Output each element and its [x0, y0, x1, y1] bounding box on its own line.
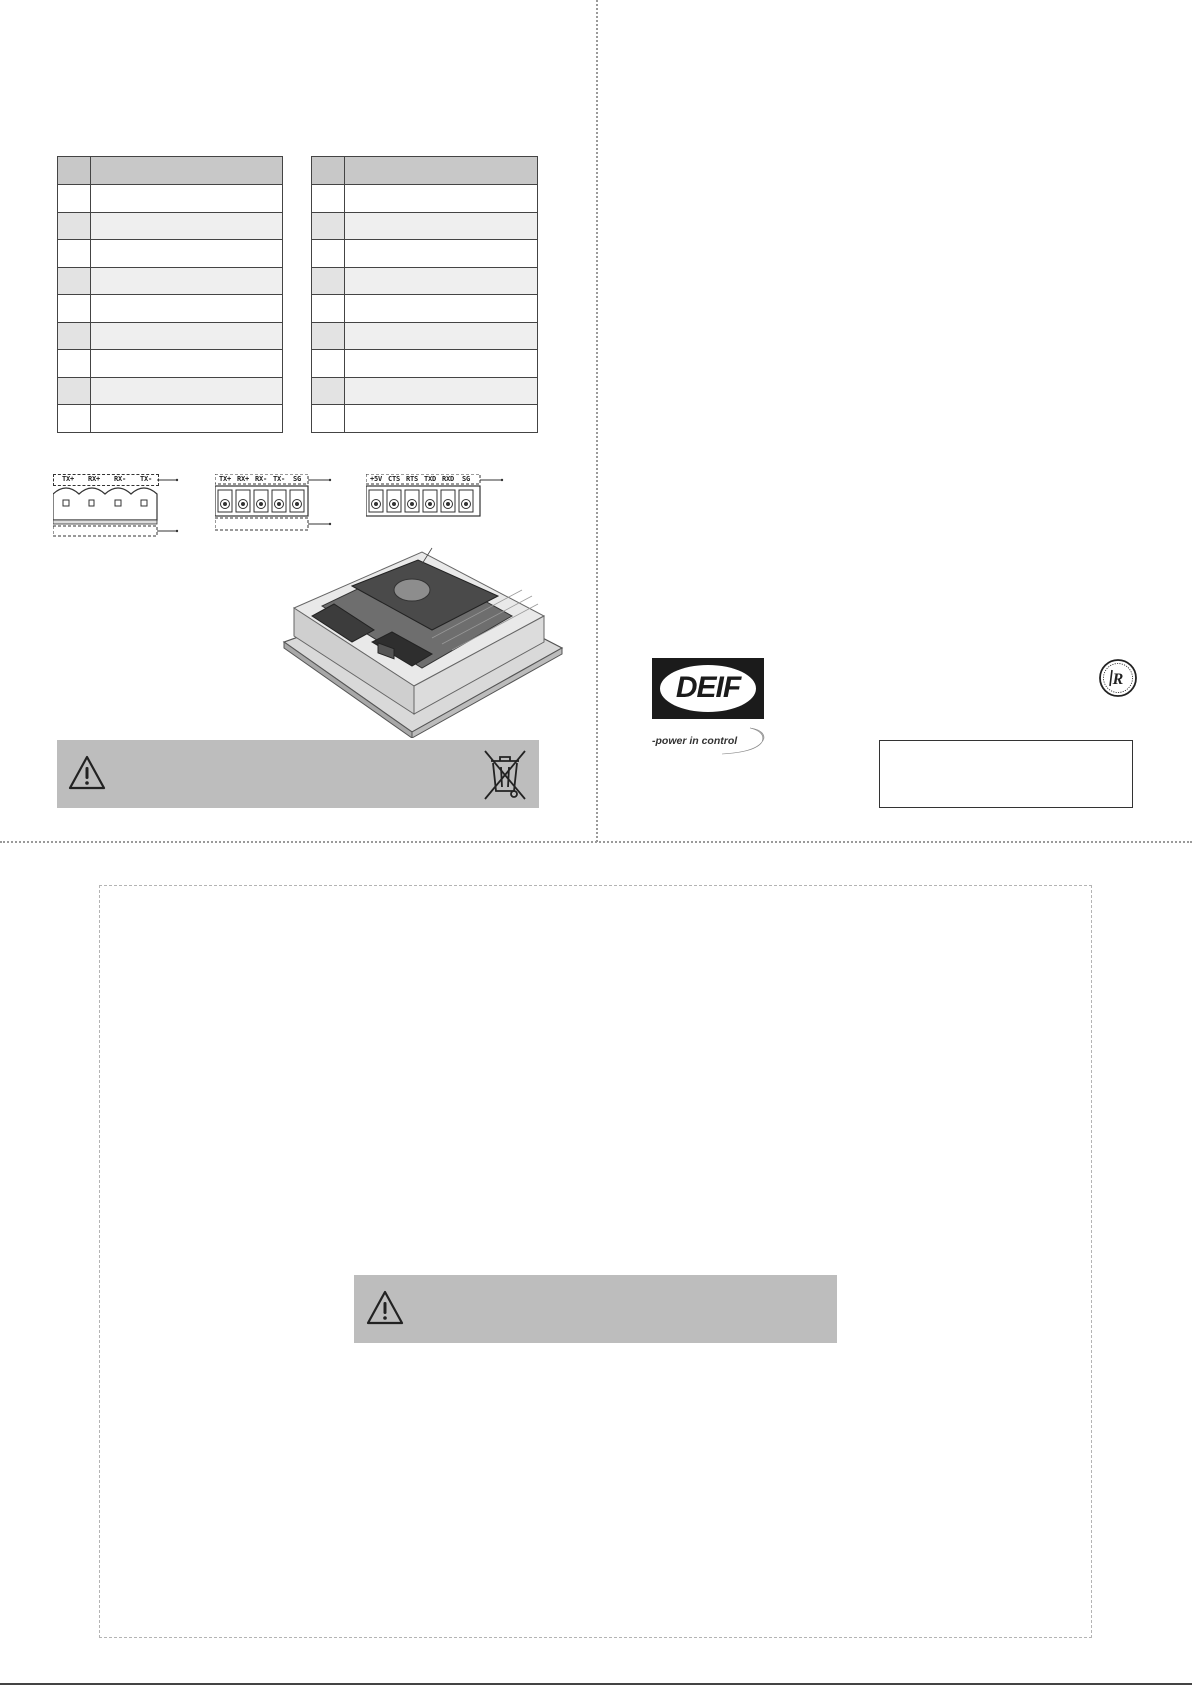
rs485-connector-body	[215, 474, 335, 534]
pin-table-right	[311, 156, 538, 433]
dashed-panel	[99, 885, 1092, 1638]
rs232-pin-label: RTS	[405, 475, 419, 483]
warning-banner-bottom	[354, 1275, 837, 1343]
rs232-connector-diagram	[366, 474, 506, 524]
rs485-connector-diagram	[215, 474, 335, 534]
rs422-pin-label: RX-	[113, 475, 127, 483]
deif-logo-text: DEIF	[675, 671, 741, 704]
rs232-pin-label: +5V	[369, 475, 383, 483]
ul-recognized-mark-icon	[1098, 658, 1138, 698]
warning-triangle-icon	[365, 1289, 405, 1327]
rs232-connector-body	[366, 474, 506, 524]
rs485-pin-label: RX+	[236, 475, 250, 483]
horizontal-fold-line	[0, 841, 1192, 843]
rs232-pin-label: SG	[461, 475, 471, 483]
rs232-pin-label: TXD	[423, 475, 437, 483]
logo-tagline: -power in control	[652, 735, 738, 747]
device-rear-illustration	[282, 546, 566, 738]
rs422-connector-body	[53, 474, 183, 538]
warning-triangle-icon	[67, 754, 107, 792]
info-box	[879, 740, 1133, 808]
rs422-connector-diagram	[53, 474, 183, 538]
rs232-pin-label: RXD	[441, 475, 455, 483]
pin-table-left	[57, 156, 283, 433]
rs485-pin-label: TX-	[272, 475, 286, 483]
tagline-swoosh-icon	[720, 726, 768, 756]
warning-banner-top	[57, 740, 539, 808]
rs422-pin-label: TX-	[139, 475, 153, 483]
vertical-fold-line	[596, 0, 598, 842]
svg-text:R: R	[1112, 671, 1124, 688]
rs422-pin-label: TX+	[61, 475, 75, 483]
rs485-pin-label: SG	[292, 475, 302, 483]
rs485-pin-label: TX+	[218, 475, 232, 483]
rs422-pin-label: RX+	[87, 475, 101, 483]
rs232-pin-label: CTS	[387, 475, 401, 483]
deif-logo	[652, 658, 764, 719]
rs485-pin-label: RX-	[254, 475, 268, 483]
deif-logo-oval	[660, 665, 756, 712]
crossed-out-bin-icon	[481, 747, 529, 803]
